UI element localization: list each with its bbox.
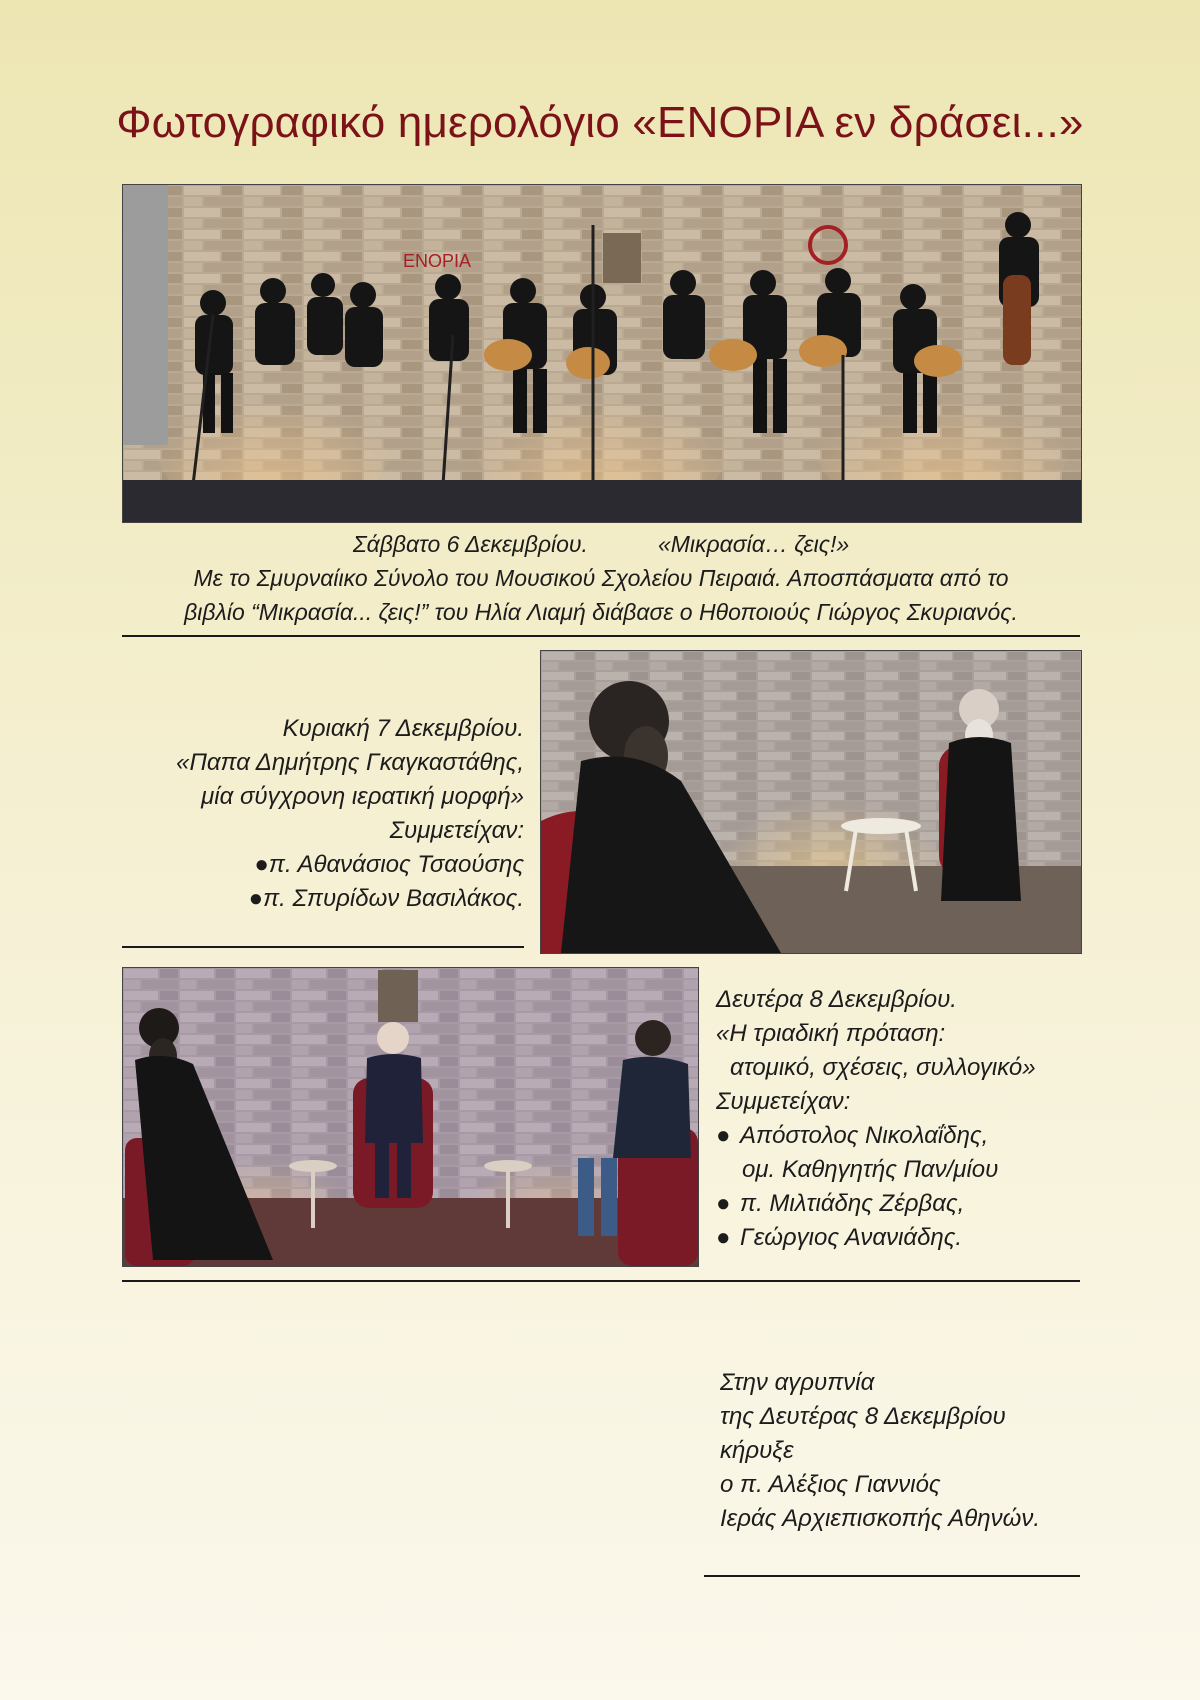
divider-3 [122,1280,1080,1282]
panel-caption [716,983,1096,1255]
bullet-icon: ● [716,1190,731,1217]
bullet-icon: ● [716,1122,731,1149]
bullet-icon: ● [716,1224,731,1251]
event3-participants-label: Συμμετείχαν: [716,1088,851,1115]
event3-title-line2: ατομικό, σχέσεις, συλλογικό» [730,1054,1036,1081]
bullet-icon: ● [248,885,264,912]
bullet-icon: ● [254,851,269,878]
event2-title-line1: «Παπα Δημήτρης Γκαγκαστάθης, [176,749,524,776]
event1-date: Σάββατο 6 Δεκεμβρίου. [352,531,588,557]
participant-name: π. Σπυρίδων Βασιλάκος. [263,885,524,912]
participant-name: π. Μιλτιάδης Ζέρβας, [740,1190,965,1217]
event4-line3: κήρυξε [720,1437,794,1464]
page-title: Φωτογραφικό ημερολόγιο «ΕΝΟΡΙΑ εν δράσει...» [116,98,1084,147]
event1-title: «Μικρασία… ζεις!» [657,531,850,557]
divider-2 [122,946,524,948]
stage-sign-text: ΕΝΟΡΙΑ [403,251,472,271]
event4-line1: Στην αγρυπνία [720,1369,875,1396]
event4-line4: ο π. Αλέξιος Γιαννιός [720,1471,941,1498]
event4-line5: Ιεράς Αρχιεπισκοπής Αθηνών. [720,1505,1040,1532]
participant-item [716,1221,1096,1255]
participant-item [716,1187,1096,1221]
panel-photo [122,967,699,1267]
participant-name: Απόστολος Νικολαΐδης, [740,1122,989,1149]
concert-caption [122,527,1080,629]
event2-participants-label: Συμμετείχαν: [389,817,524,844]
event2-date: Κυριακή 7 Δεκεμβρίου. [282,715,524,742]
event1-line3: βιβλίο “Μικρασία... ζεις!” του Ηλία Λιαμή διάβασε ο Ηθοποιούς Γιώργος Σκυριανός. [184,599,1018,625]
participant-title: ομ. Καθηγητής Παν/μίου [742,1156,999,1183]
participant-item [122,848,524,882]
talk1-caption [122,712,524,916]
event3-date: Δευτέρα 8 Δεκεμβρίου. [716,986,957,1013]
participant-name: Γεώργιος Ανανιάδης. [740,1224,963,1251]
divider-1 [122,635,1080,637]
event2-title-line2: μία σύγχρονη ιερατική μορφή» [201,783,524,810]
event4-line2: της Δευτέρας 8 Δεκεμβρίου [720,1403,1006,1430]
talk-photo-1 [540,650,1082,954]
event3-title-line1: «Η τριαδική πρόταση: [716,1020,946,1047]
event1-line2: Με το Σμυρναίικο Σύνολο του Μουσικού Σχολείου Πειραιά. Αποσπάσματα από το [193,565,1009,591]
participant-name: π. Αθανάσιος Τσαούσης [268,851,524,878]
vigil-caption [720,1366,1090,1536]
divider-4 [704,1575,1080,1577]
participant-item [122,882,524,916]
participant-item [716,1119,1096,1153]
concert-photo [122,184,1082,523]
